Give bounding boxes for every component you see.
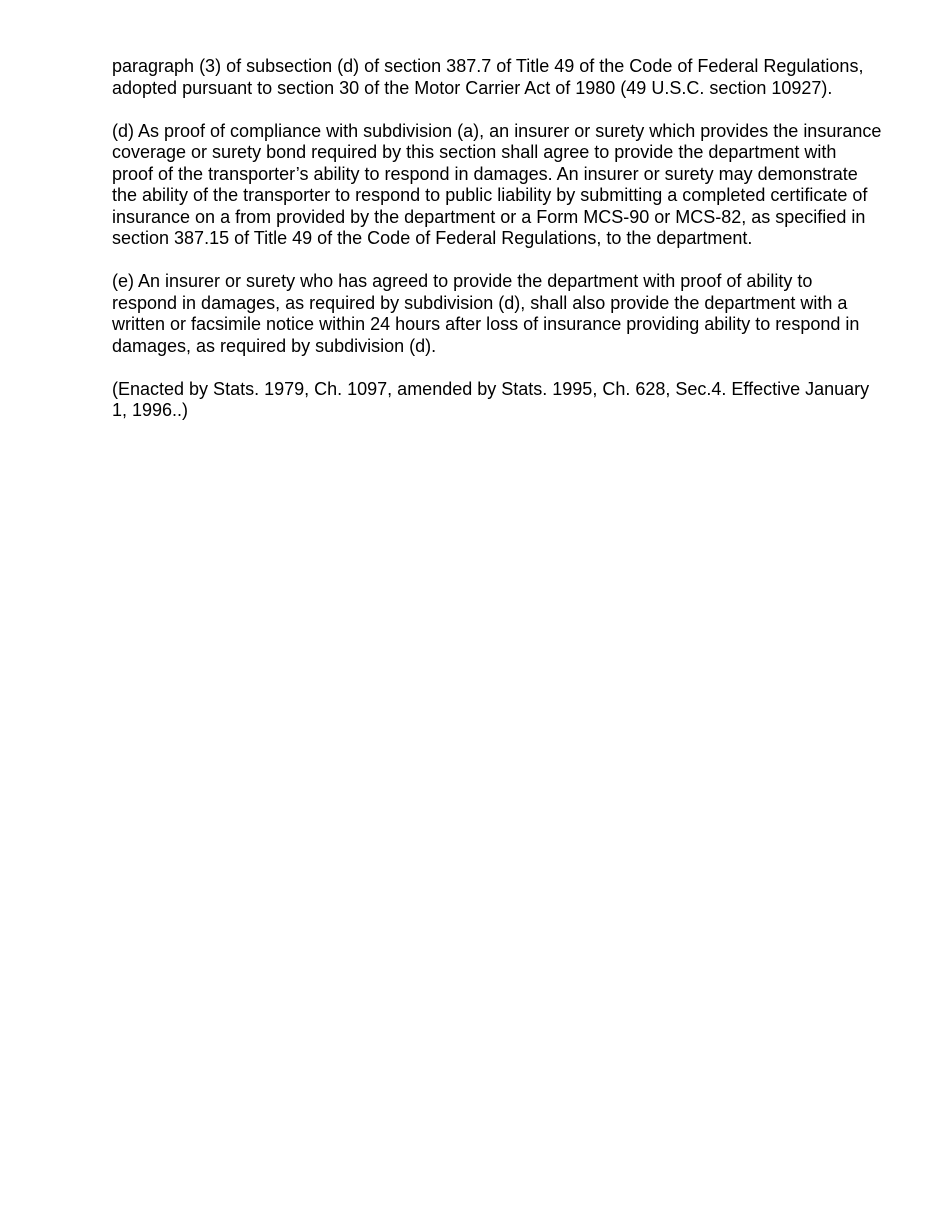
document-body	[112, 56, 882, 443]
history-note: (Enacted by Stats. 1979, Ch. 1097, amended by Stats. 1995, Ch. 628, Sec.4. Effective January 1, 1996..)	[112, 378, 870, 420]
paragraph-e: (e) An insurer or surety who has agreed to provide the department with proof of ability to respond in damages, as required by subdivision (d), shall also provide the department with a written or facsimile notice within 24 hours after loss of insurance providing ability to respond in damages, as required by subdivision (d).	[112, 271, 860, 356]
paragraph-continuation: paragraph (3) of subsection (d) of section 387.7 of Title 49 of the Code of Federal Regulations, adopted pursuant to section 30 of the Motor Carrier Act of 1980 (49 U.S.C. section 10927).	[112, 56, 864, 98]
paragraph-d: (d) As proof of compliance with subdivision (a), an insurer or surety which provides the insurance coverage or surety bond required by this section shall agree to provide the department with proof of the transporter’s ability to respond in damages. An insurer or surety may demonstrate the ability of the transporter to respond to public liability by submitting a completed certificate of insurance on a from provided by the department or a Form MCS-90 or MCS-82, as specified in section 387.15 of Title 49 of the Code of Federal Regulations, to the department.	[112, 120, 882, 248]
